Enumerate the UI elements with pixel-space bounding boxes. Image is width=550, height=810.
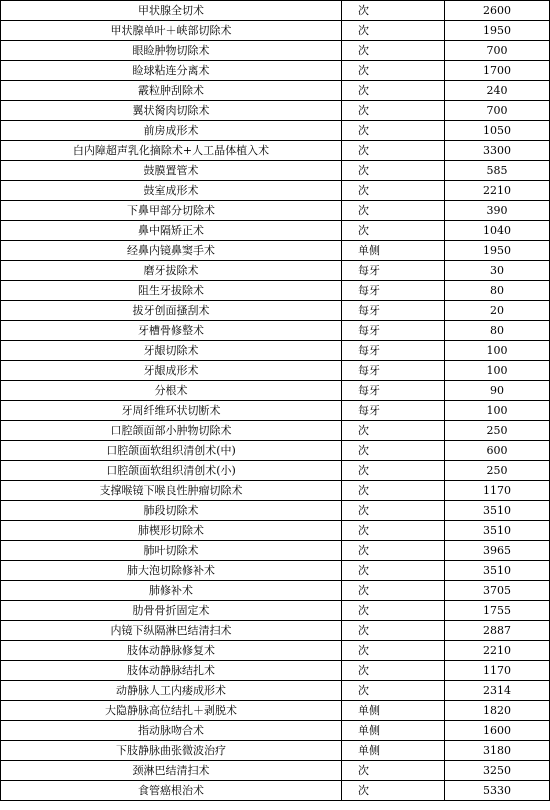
table-row	[1, 701, 550, 721]
unit-cell: 次	[342, 21, 445, 41]
table-row	[1, 401, 550, 421]
unit-cell: 每牙	[342, 281, 445, 301]
table-row	[1, 381, 550, 401]
procedure-name-cell: 牙槽骨修整术	[1, 321, 342, 341]
unit-cell: 次	[342, 161, 445, 181]
price-cell: 30	[445, 261, 550, 281]
table-row	[1, 541, 550, 561]
unit-cell: 次	[342, 581, 445, 601]
price-cell: 2210	[445, 181, 550, 201]
price-cell: 1170	[445, 661, 550, 681]
table-row	[1, 441, 550, 461]
table-row	[1, 141, 550, 161]
procedure-name-cell: 白内障超声乳化摘除术+人工晶体植入术	[1, 141, 342, 161]
procedure-name-cell: 下肢静脉曲张微波治疗	[1, 741, 342, 761]
table-row	[1, 341, 550, 361]
price-cell: 1170	[445, 481, 550, 501]
price-cell: 1950	[445, 21, 550, 41]
price-cell: 600	[445, 441, 550, 461]
unit-cell: 次	[342, 781, 445, 801]
price-cell: 700	[445, 41, 550, 61]
unit-cell: 次	[342, 601, 445, 621]
unit-cell: 单侧	[342, 721, 445, 741]
procedure-name-cell: 颈淋巴结清扫术	[1, 761, 342, 781]
table-row	[1, 241, 550, 261]
unit-cell: 次	[342, 421, 445, 441]
procedure-name-cell: 睑球粘连分离术	[1, 61, 342, 81]
price-cell: 3510	[445, 521, 550, 541]
procedure-name-cell: 口腔颌面部小肿物切除术	[1, 421, 342, 441]
table-row	[1, 1, 550, 21]
procedure-name-cell: 大隐静脉高位结扎＋剥脱术	[1, 701, 342, 721]
procedure-name-cell: 鼻中隔矫正术	[1, 221, 342, 241]
unit-cell: 次	[342, 521, 445, 541]
procedure-name-cell: 甲状腺单叶＋峡部切除术	[1, 21, 342, 41]
unit-cell: 次	[342, 481, 445, 501]
table-row	[1, 81, 550, 101]
table-row	[1, 461, 550, 481]
table-row	[1, 181, 550, 201]
procedure-name-cell: 阻生牙拔除术	[1, 281, 342, 301]
procedure-name-cell: 肢体动静脉结扎术	[1, 661, 342, 681]
price-cell: 1820	[445, 701, 550, 721]
unit-cell: 每牙	[342, 401, 445, 421]
table-row	[1, 721, 550, 741]
table-row	[1, 221, 550, 241]
price-cell: 250	[445, 421, 550, 441]
price-cell: 3510	[445, 561, 550, 581]
procedure-name-cell: 指动脉吻合术	[1, 721, 342, 741]
table-row	[1, 741, 550, 761]
table-row	[1, 161, 550, 181]
table-row	[1, 101, 550, 121]
price-cell: 2600	[445, 1, 550, 21]
unit-cell: 单侧	[342, 741, 445, 761]
unit-cell: 单侧	[342, 701, 445, 721]
procedure-name-cell: 肺叶切除术	[1, 541, 342, 561]
procedure-name-cell: 肺修补术	[1, 581, 342, 601]
procedure-name-cell: 口腔颌面软组织清创术(中)	[1, 441, 342, 461]
price-cell: 90	[445, 381, 550, 401]
price-cell: 1950	[445, 241, 550, 261]
table-row	[1, 41, 550, 61]
price-cell: 80	[445, 281, 550, 301]
unit-cell: 每牙	[342, 341, 445, 361]
unit-cell: 次	[342, 681, 445, 701]
procedure-name-cell: 肢体动静脉修复术	[1, 641, 342, 661]
unit-cell: 次	[342, 441, 445, 461]
unit-cell: 次	[342, 621, 445, 641]
procedure-name-cell: 分根术	[1, 381, 342, 401]
unit-cell: 次	[342, 221, 445, 241]
table-row	[1, 501, 550, 521]
table-row	[1, 121, 550, 141]
table-row	[1, 681, 550, 701]
procedure-name-cell: 肋骨骨折固定术	[1, 601, 342, 621]
price-cell: 100	[445, 341, 550, 361]
price-cell: 390	[445, 201, 550, 221]
price-cell: 1600	[445, 721, 550, 741]
price-cell: 1040	[445, 221, 550, 241]
unit-cell: 次	[342, 61, 445, 81]
unit-cell: 次	[342, 501, 445, 521]
procedure-name-cell: 食管癌根治术	[1, 781, 342, 801]
price-cell: 3250	[445, 761, 550, 781]
table-row	[1, 561, 550, 581]
price-cell: 2314	[445, 681, 550, 701]
table-row	[1, 761, 550, 781]
price-cell: 3180	[445, 741, 550, 761]
unit-cell: 次	[342, 561, 445, 581]
table-row	[1, 661, 550, 681]
unit-cell: 每牙	[342, 361, 445, 381]
procedure-name-cell: 肺段切除术	[1, 501, 342, 521]
unit-cell: 次	[342, 461, 445, 481]
procedure-name-cell: 牙龈成形术	[1, 361, 342, 381]
price-cell: 250	[445, 461, 550, 481]
procedure-name-cell: 内镜下纵隔淋巴结清扫术	[1, 621, 342, 641]
price-cell: 1755	[445, 601, 550, 621]
procedure-name-cell: 鼓室成形术	[1, 181, 342, 201]
price-cell: 100	[445, 401, 550, 421]
price-cell: 700	[445, 101, 550, 121]
procedure-name-cell: 霰粒肿刮除术	[1, 81, 342, 101]
table-row	[1, 521, 550, 541]
table-row	[1, 641, 550, 661]
price-cell: 1050	[445, 121, 550, 141]
procedure-name-cell: 前房成形术	[1, 121, 342, 141]
procedure-name-cell: 牙龈切除术	[1, 341, 342, 361]
table-row	[1, 301, 550, 321]
unit-cell: 次	[342, 541, 445, 561]
unit-cell: 次	[342, 641, 445, 661]
price-cell: 5330	[445, 781, 550, 801]
price-cell: 2210	[445, 641, 550, 661]
table-row	[1, 781, 550, 801]
unit-cell: 次	[342, 81, 445, 101]
unit-cell: 次	[342, 101, 445, 121]
table-row	[1, 201, 550, 221]
unit-cell: 每牙	[342, 261, 445, 281]
unit-cell: 每牙	[342, 321, 445, 341]
unit-cell: 次	[342, 661, 445, 681]
price-cell: 100	[445, 361, 550, 381]
procedure-name-cell: 拔牙创面搔刮术	[1, 301, 342, 321]
price-cell: 3300	[445, 141, 550, 161]
procedure-name-cell: 肺大泡切除修补术	[1, 561, 342, 581]
table-row	[1, 321, 550, 341]
unit-cell: 次	[342, 41, 445, 61]
procedure-name-cell: 翼状胬肉切除术	[1, 101, 342, 121]
unit-cell: 次	[342, 201, 445, 221]
procedure-name-cell: 磨牙拔除术	[1, 261, 342, 281]
unit-cell: 次	[342, 761, 445, 781]
table-row	[1, 261, 550, 281]
table-row	[1, 281, 550, 301]
unit-cell: 每牙	[342, 301, 445, 321]
procedure-name-cell: 眼睑肿物切除术	[1, 41, 342, 61]
price-cell: 240	[445, 81, 550, 101]
unit-cell: 单侧	[342, 241, 445, 261]
table-row	[1, 601, 550, 621]
unit-cell: 每牙	[342, 381, 445, 401]
price-cell: 3510	[445, 501, 550, 521]
price-cell: 3965	[445, 541, 550, 561]
procedure-name-cell: 口腔颌面软组织清创术(小)	[1, 461, 342, 481]
table-row	[1, 581, 550, 601]
procedure-name-cell: 支撑喉镜下喉良性肿瘤切除术	[1, 481, 342, 501]
price-cell: 585	[445, 161, 550, 181]
table-row	[1, 61, 550, 81]
unit-cell: 次	[342, 121, 445, 141]
price-cell: 2887	[445, 621, 550, 641]
fee-table-body	[1, 1, 550, 801]
table-row	[1, 361, 550, 381]
procedure-name-cell: 牙周纤维环状切断术	[1, 401, 342, 421]
procedure-name-cell: 经鼻内镜鼻窦手术	[1, 241, 342, 261]
procedure-name-cell: 甲状腺全切术	[1, 1, 342, 21]
table-row	[1, 481, 550, 501]
procedure-name-cell: 下鼻甲部分切除术	[1, 201, 342, 221]
price-cell: 20	[445, 301, 550, 321]
procedure-name-cell: 鼓膜置管术	[1, 161, 342, 181]
unit-cell: 次	[342, 1, 445, 21]
procedure-name-cell: 肺楔形切除术	[1, 521, 342, 541]
procedure-name-cell: 动静脉人工内瘘成形术	[1, 681, 342, 701]
price-cell: 1700	[445, 61, 550, 81]
table-row	[1, 621, 550, 641]
price-cell: 3705	[445, 581, 550, 601]
unit-cell: 次	[342, 141, 445, 161]
table-row	[1, 421, 550, 441]
table-row	[1, 21, 550, 41]
price-cell: 80	[445, 321, 550, 341]
unit-cell: 次	[342, 181, 445, 201]
